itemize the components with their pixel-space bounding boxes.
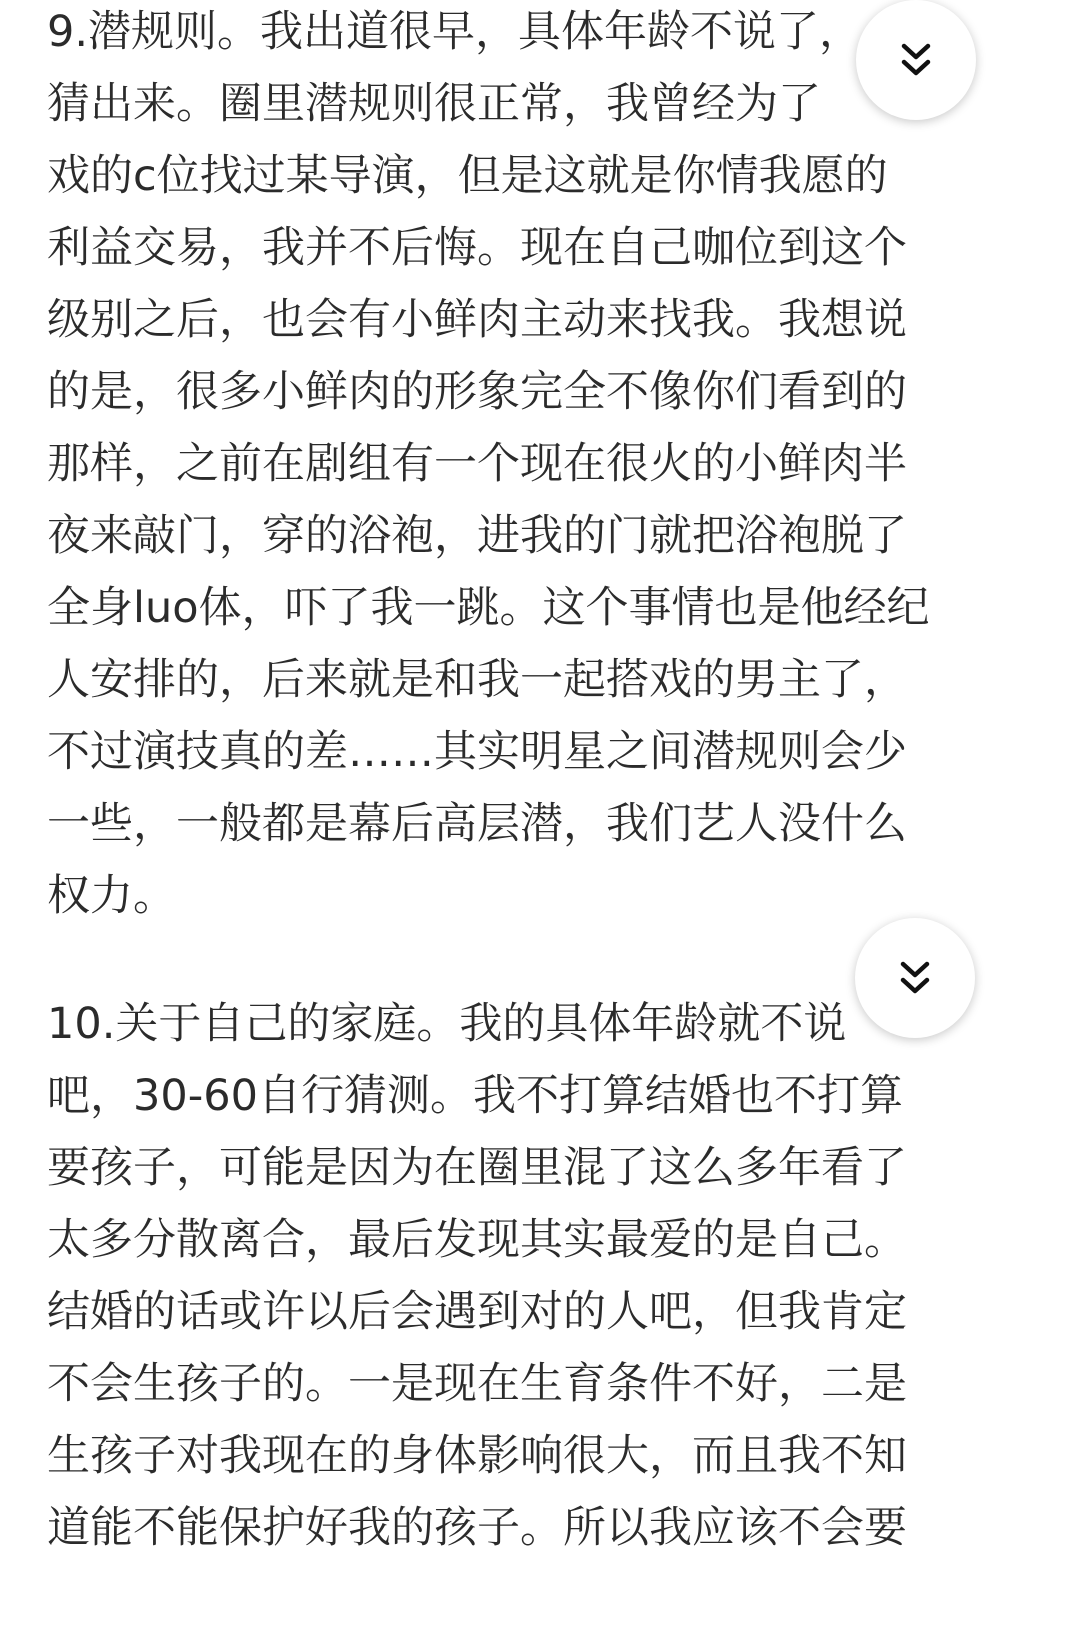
paragraph-9 [47, 0, 930, 932]
paragraph-line: 道能不能保护好我的孩子。所以我应该不会要 [47, 1503, 907, 1553]
paragraph-line: 要孩子，可能是因为在圈里混了这么多年看了 [47, 1143, 907, 1193]
paragraph-line: 吧，30-60自行猜测。我不打算结婚也不打算 [47, 1071, 903, 1121]
paragraph-line: 的是，很多小鲜肉的形象完全不像你们看到的 [47, 367, 907, 417]
paragraph-line: 9.潜规则。我出道很早，具体年龄不说了， [47, 7, 863, 57]
double-chevron-down-icon [897, 958, 933, 998]
paragraph-line: 不会生孩子的。一是现在生育条件不好，二是 [47, 1359, 907, 1409]
expand-button[interactable] [855, 918, 975, 1038]
paragraph-line: 夜来敲门，穿的浴袍，进我的门就把浴袍脱了 [47, 511, 907, 561]
paragraph-line: 结婚的话或许以后会遇到对的人吧，但我肯定 [47, 1287, 907, 1337]
double-chevron-down-icon [898, 40, 934, 80]
paragraph-line: 10.关于自己的家庭。我的具体年龄就不说 [47, 999, 847, 1049]
paragraph-line: 那样，之前在剧组有一个现在很火的小鲜肉半 [47, 439, 907, 489]
paragraph-line: 太多分散离合，最后发现其实最爱的是自己。 [47, 1215, 907, 1265]
paragraph-line: 人安排的，后来就是和我一起搭戏的男主了， [47, 655, 907, 705]
paragraph-line: 权力。 [47, 871, 176, 921]
paragraph-line: 生孩子对我现在的身体影响很大，而且我不知 [47, 1431, 907, 1481]
paragraph-line: 一些，一般都是幕后高层潜，我们艺人没什么 [47, 799, 907, 849]
paragraph-line: 全身luo体，吓了我一跳。这个事情也是他经纪 [47, 583, 930, 633]
paragraph-line: 不过演技真的差……其实明星之间潜规则会少 [47, 727, 907, 777]
paragraph-line: 戏的c位找过某导演，但是这就是你情我愿的 [47, 151, 888, 201]
paragraph-10 [47, 988, 907, 1564]
paragraph-line: 利益交易，我并不后悔。现在自己咖位到这个 [47, 223, 907, 273]
paragraph-line: 级别之后，也会有小鲜肉主动来找我。我想说 [47, 295, 907, 345]
expand-button[interactable] [856, 0, 976, 120]
paragraph-line: 猜出来。圈里潜规则很正常，我曾经为了 [47, 79, 821, 129]
